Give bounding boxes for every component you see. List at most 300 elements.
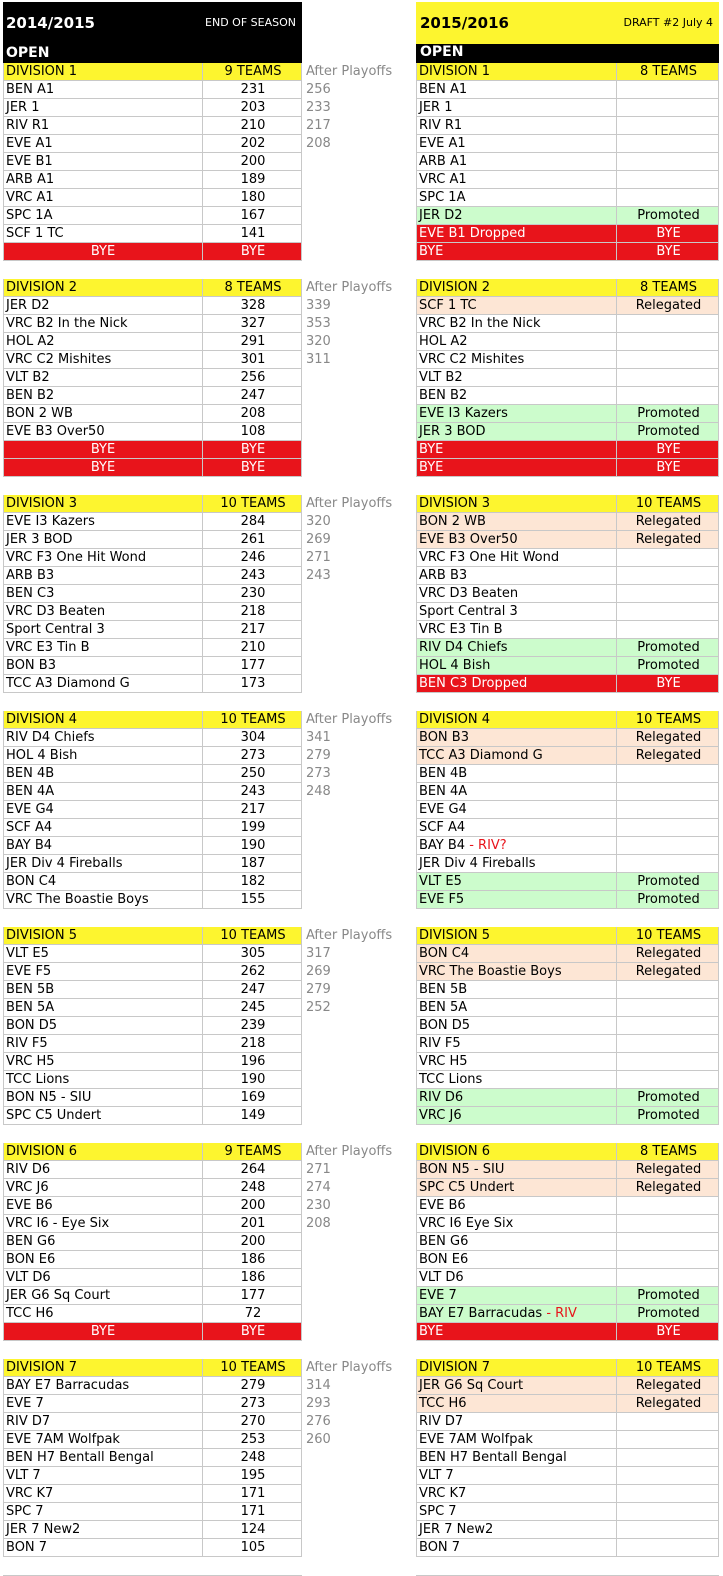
team-name [419,153,467,171]
right-category-bar [416,44,719,63]
team-name: EVE 7AM Wolfpak [6,1432,120,1447]
score: BYE [202,441,303,459]
draft-row [416,207,719,225]
team-name: VRC The Boastie Boys [6,892,149,907]
team-name [419,1305,577,1323]
draft-row [416,1053,719,1071]
draft-row [416,171,719,189]
score: 284 [202,513,303,531]
team-count: 9 TEAMS [202,1143,303,1161]
team-name: EVE G4 [6,802,54,817]
status: Promoted [616,873,720,891]
team-label: BEN 5B [419,982,468,997]
team-label: VRC E3 Tin B [419,622,503,637]
score: 186 [202,1269,303,1287]
status: Relegated [616,945,720,963]
team-label: VRC F3 One Hit Wond [419,550,560,565]
standings-row [3,1431,302,1449]
score: BYE [202,459,303,477]
score: 327 [202,315,303,333]
score: 239 [202,1017,303,1035]
team-name: RIV D4 Chiefs [6,730,95,745]
team-label: SCF A4 [419,820,466,835]
standings-row [3,387,302,405]
team-name [419,837,507,855]
after-playoffs-score: 311 [306,352,331,367]
standings-row [3,1413,302,1431]
score: BYE [202,243,303,261]
team-name [419,765,467,783]
score: 203 [202,99,303,117]
status: Promoted [616,1287,720,1305]
team-name [419,999,467,1017]
team-label: BON B3 [419,730,469,745]
score: 149 [202,1107,303,1125]
team-name [419,189,465,207]
standings-row [3,1503,302,1521]
after-playoffs-score: 273 [306,766,331,781]
score: 196 [202,1053,303,1071]
after-playoffs-label: After Playoffs [306,1360,393,1375]
team-label: JER D2 [419,208,463,223]
division-header-right [416,63,719,81]
standings-row [3,153,302,171]
standings-row [3,297,302,315]
score: 218 [202,603,303,621]
standings-row [3,873,302,891]
draft-row [416,837,719,855]
team-name [419,1215,513,1233]
standings-row [3,135,302,153]
after-playoffs-score: 320 [306,514,331,529]
score: 247 [202,981,303,999]
team-name: VRC C2 Mishites [6,352,112,367]
standings-row [3,1179,302,1197]
after-playoffs-label: After Playoffs [306,928,393,943]
team-count: 10 TEAMS [202,1359,303,1377]
draft-row [416,531,719,549]
team-label: VRC C2 Mishites [419,352,525,367]
team-name: BON 2 WB [6,406,73,421]
score: 199 [202,819,303,837]
draft-row [416,153,719,171]
standings-row [3,117,302,135]
team-name: ARB B3 [6,568,55,583]
team-count: 10 TEAMS [616,711,720,729]
status: Promoted [616,405,720,423]
team-count: 9 TEAMS [202,63,303,81]
team-name: BEN A1 [6,82,55,97]
standings-row [3,963,302,981]
team-label: VRC K7 [419,1486,467,1501]
status [616,369,720,387]
status: Relegated [616,963,720,981]
team-name: RIV D7 [6,1414,51,1429]
score: 208 [202,405,303,423]
team-name: VLT D6 [6,1270,51,1285]
standings-row [3,99,302,117]
team-label: BAY B4 [419,838,466,853]
standings-row [3,855,302,873]
team-label: VLT 7 [419,1468,454,1483]
score: 243 [202,783,303,801]
draft-row [416,1467,719,1485]
team-name [419,369,463,387]
score: 186 [202,1251,303,1269]
team-name: SPC 7 [6,1504,44,1519]
division-header-right [416,279,719,297]
standings-row [3,1323,302,1341]
status: Relegated [616,747,720,765]
team-name [419,639,508,657]
team-label: BEN 4A [419,784,468,799]
team-label: EVE G4 [419,802,467,817]
team-name: EVE B3 Over50 [6,424,105,439]
team-name: BAY B4 [6,838,53,853]
draft-row [416,873,719,891]
team-count: 8 TEAMS [202,279,303,297]
team-name [419,1107,462,1125]
draft-row [416,387,719,405]
after-playoffs-label: After Playoffs [306,64,393,79]
team-name [419,1539,460,1557]
after-playoffs-score: 217 [306,118,331,133]
score: 256 [202,369,303,387]
status [616,1485,720,1503]
standings-row [3,1197,302,1215]
team-label: TCC H6 [419,1396,467,1411]
score: 201 [202,1215,303,1233]
status: Promoted [616,207,720,225]
team-label: SPC 7 [419,1504,457,1519]
team-name [419,315,541,333]
score: 328 [202,297,303,315]
draft-row [416,549,719,567]
team-name: RIV F5 [6,1036,48,1051]
team-label: RIV D4 Chiefs [419,640,508,655]
score: 261 [202,531,303,549]
division-header-left [3,927,302,945]
status: BYE [616,243,720,261]
status [616,1539,720,1557]
team-name: VRC A1 [6,190,54,205]
team-name [419,1197,466,1215]
team-label: JER Div 4 Fireballs [419,856,536,871]
team-count: 10 TEAMS [616,495,720,513]
team-label: BON N5 - SIU [419,1162,505,1177]
spacer-row [416,1341,719,1360]
score: 190 [202,837,303,855]
draft-row [416,999,719,1017]
team-name: JER G6 Sq Court [6,1288,111,1303]
team-name: JER Div 4 Fireballs [6,856,123,871]
status [616,1251,720,1269]
standings-row [3,1053,302,1071]
draft-row [416,351,719,369]
after-playoffs-score: 233 [306,100,331,115]
team-label: EVE B3 Over50 [419,532,518,547]
draft-row [416,1395,719,1413]
spacer-row [3,1125,302,1144]
team-name [419,657,490,675]
standings-row [3,801,302,819]
team-name: BON 7 [6,1540,48,1555]
standings-row [3,675,302,693]
status: Promoted [616,891,720,909]
draft-row [416,1287,719,1305]
after-playoffs-score: 279 [306,748,331,763]
team-label: EVE A1 [419,136,466,151]
draft-row [416,1413,719,1431]
team-label: VLT E5 [419,874,462,889]
standings-row [3,1377,302,1395]
score: 246 [202,549,303,567]
team-name [419,801,467,819]
standings-row [3,1089,302,1107]
after-playoffs-score: 243 [306,568,331,583]
division-name: DIVISION 7 [6,1360,78,1375]
draft-row [416,1017,719,1035]
team-label: BEN B2 [419,388,468,403]
team-label: Sport Central 3 [419,604,518,619]
team-name: BYE [90,442,116,457]
team-label: VRC J6 [419,1108,462,1123]
standings-row [3,1287,302,1305]
team-name: SPC C5 Undert [6,1108,102,1123]
score: 187 [202,855,303,873]
standings-row [3,765,302,783]
team-name: BEN 5B [6,982,55,997]
status: Promoted [616,1089,720,1107]
score: 247 [202,387,303,405]
team-name [419,603,518,621]
team-name: VLT B2 [6,370,50,385]
after-playoffs-score: 314 [306,1378,331,1393]
status [616,1233,720,1251]
standings-row [3,981,302,999]
team-count: 10 TEAMS [202,495,303,513]
team-label: VRC D3 Beaten [419,586,519,601]
after-playoffs-score: 269 [306,964,331,979]
standings-row [3,549,302,567]
team-name: SCF A4 [6,820,53,835]
standings-row [3,207,302,225]
team-name [419,171,467,189]
team-name [419,297,477,315]
draft-row [416,423,719,441]
score: 248 [202,1179,303,1197]
draft-row [416,405,719,423]
draft-row [416,459,719,477]
draft-row [416,297,719,315]
status [616,171,720,189]
team-name [419,387,467,405]
status: BYE [616,441,720,459]
team-name: VLT E5 [6,946,49,961]
team-name [419,423,486,441]
status [616,99,720,117]
team-label: BAY E7 Barracudas [419,1306,543,1321]
team-label: BEN C3 Dropped [419,676,528,691]
team-name [419,1521,493,1539]
status: BYE [616,459,720,477]
score: 253 [202,1431,303,1449]
status: Relegated [616,297,720,315]
standings-row [3,1251,302,1269]
status [616,585,720,603]
status: BYE [616,675,720,693]
team-name: ARB A1 [6,172,55,187]
standings-row [3,1305,302,1323]
draft-row [416,675,719,693]
standings-row [3,999,302,1017]
team-name [419,513,486,531]
team-name [419,81,467,99]
status: Relegated [616,729,720,747]
draft-row [416,99,719,117]
team-name [419,441,443,459]
team-name: BEN 4A [6,784,55,799]
score: 248 [202,1449,303,1467]
status [616,819,720,837]
team-name [419,981,467,999]
score: 301 [202,351,303,369]
after-playoffs-label: After Playoffs [306,496,393,511]
team-name: VRC K7 [6,1486,54,1501]
team-name: EVE I3 Kazers [6,514,95,529]
draft-row [416,1539,719,1557]
status [616,135,720,153]
team-label: ARB A1 [419,154,468,169]
team-label: VRC I6 Eye Six [419,1216,514,1231]
team-name [419,1413,463,1431]
team-label: VLT B2 [419,370,463,385]
team-name: BYE [90,460,116,475]
status: Promoted [616,1305,720,1323]
team-name [419,1053,468,1071]
spacer-row [416,477,719,496]
division-header-left [3,711,302,729]
status [616,117,720,135]
score: 190 [202,1071,303,1089]
score: 72 [202,1305,303,1323]
standings-row [3,1035,302,1053]
status [616,315,720,333]
division-header-left [3,279,302,297]
team-name: TCC Lions [6,1072,70,1087]
score: 169 [202,1089,303,1107]
team-name [419,1323,443,1341]
division-header-right [416,1143,719,1161]
team-name: BYE [90,1324,116,1339]
spacer-row [3,1557,302,1576]
status [616,81,720,99]
division-name: DIVISION 5 [6,928,78,943]
team-label: RIV D7 [419,1414,464,1429]
team-name: EVE B1 [6,154,53,169]
standings-row [3,531,302,549]
spacer-row [416,693,719,712]
team-label: SPC 1A [419,190,466,205]
team-name [419,1467,454,1485]
score: 231 [202,81,303,99]
team-name: VRC J6 [6,1180,49,1195]
status [616,837,720,855]
team-name: EVE B6 [6,1198,53,1213]
team-label: VRC H5 [419,1054,468,1069]
draft-row [416,1377,719,1395]
draft-row [416,81,719,99]
spacer-row [3,261,302,280]
after-playoffs-score: 279 [306,982,331,997]
spacer-row [416,1557,719,1576]
status [616,1071,720,1089]
score: 155 [202,891,303,909]
team-name [419,99,452,117]
draft-row [416,603,719,621]
team-name [419,1449,567,1467]
team-name [419,585,518,603]
score: 177 [202,1287,303,1305]
after-playoffs-score: 252 [306,1000,331,1015]
standings-row [3,1107,302,1125]
score: 245 [202,999,303,1017]
right-category: OPEN [420,44,464,60]
spacer-row [3,909,302,928]
division-header-right [416,711,719,729]
draft-row [416,243,719,261]
draft-row [416,981,719,999]
team-name: VRC E3 Tin B [6,640,90,655]
status [616,621,720,639]
status [616,603,720,621]
status [616,549,720,567]
team-name [419,729,469,747]
team-label: ARB B3 [419,568,468,583]
team-name: BEN G6 [6,1234,56,1249]
status [616,981,720,999]
draft-row [416,639,719,657]
team-label: TCC Lions [419,1072,483,1087]
team-name: BEN C3 [6,586,55,601]
team-name: EVE A1 [6,136,53,151]
division-name: DIVISION 1 [6,64,78,79]
draft-row [416,819,719,837]
status [616,1035,720,1053]
draft-row [416,189,719,207]
team-name: BEN 5A [6,1000,55,1015]
status [616,1215,720,1233]
standings-row [3,819,302,837]
right-season-note: DRAFT #2 July 4 [623,16,713,29]
standings-row [3,729,302,747]
status [616,1053,720,1071]
standings-row [3,585,302,603]
status [616,1269,720,1287]
standings-row [3,1521,302,1539]
team-label: BEN G6 [419,1234,469,1249]
team-count: 8 TEAMS [616,279,720,297]
standings-row [3,1539,302,1557]
team-name: BON C4 [6,874,57,889]
team-count: 10 TEAMS [616,927,720,945]
team-label: JER 7 New2 [419,1522,494,1537]
draft-row [416,801,719,819]
score: 124 [202,1521,303,1539]
after-playoffs-score: 320 [306,334,331,349]
standings-row [3,441,302,459]
division-header-left [3,1143,302,1161]
